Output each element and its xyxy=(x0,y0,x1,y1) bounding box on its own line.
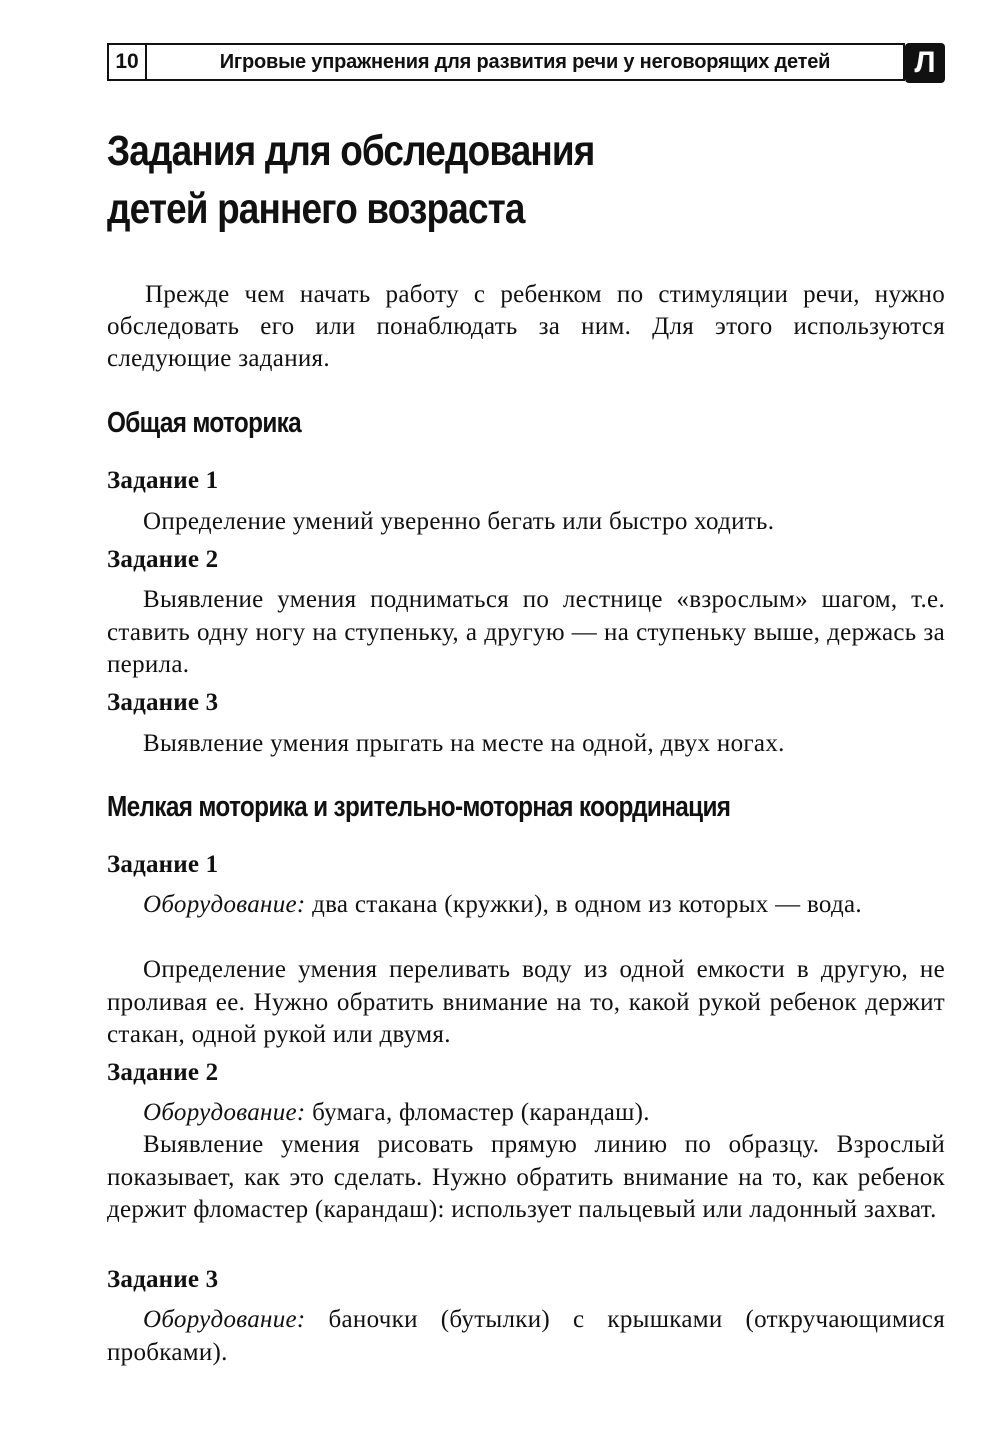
publisher-logo: Л xyxy=(905,43,945,83)
task-description: Определение умений уверенно бегать или быстро ходить. xyxy=(143,508,775,535)
task-equipment xyxy=(107,1304,945,1369)
task-label: Задание 3 xyxy=(107,1266,219,1293)
equipment-label: Оборудование: xyxy=(143,1099,306,1126)
page-header xyxy=(107,43,945,83)
page-title xyxy=(107,122,847,238)
page-title-line-2: детей раннего возраста xyxy=(107,185,525,233)
equipment-label: Оборудование: xyxy=(143,891,306,918)
task-label: Задание 2 xyxy=(107,546,219,573)
task-description: Определение умения переливать воду из одной емкости в другую, не проливая ее. Нужно обратить внимание на то, какой рукой ребенок держит стакан, одной рукой или двумя. xyxy=(107,956,945,1048)
task-equipment xyxy=(107,1097,945,1130)
equipment-text: два стакана (кружки), в одном из которых — вода. xyxy=(312,891,862,918)
task-label: Задание 2 xyxy=(107,1059,219,1086)
task-equipment xyxy=(107,889,945,922)
task-label: Задание 1 xyxy=(107,851,219,878)
task-label: Задание 1 xyxy=(107,467,219,494)
task-description: Выявление умения рисовать прямую линию по образцу. Взрослый показывает, как это сделать. Нужно обратить внимание на то, как ребенок держит фломастер (карандаш): использует пальцевый или ладонный захват. xyxy=(107,1131,945,1223)
section-heading-fine-motor: Мелкая моторика и зрительно-моторная координация xyxy=(107,791,731,823)
page-number: 10 xyxy=(107,43,147,81)
task-description: Выявление умения прыгать на месте на одной, двух ногах. xyxy=(143,730,785,757)
intro-paragraph: Прежде чем начать работу с ребенком по стимуляции речи, нужно обследовать его или понаблюдать за ним. Для этого используются следующие задания. xyxy=(107,281,945,372)
equipment-label: Оборудование: xyxy=(143,1306,306,1333)
equipment-text: бумага, фломастер (карандаш). xyxy=(312,1099,650,1126)
section-heading-gross-motor: Общая моторика xyxy=(107,407,302,439)
task-description: Выявление умения подниматься по лестнице «взрослым» шагом, т.е. ставить одну ногу на ступеньку, а другую — на ступеньку выше, держась за перила. xyxy=(107,586,945,678)
equipment-text: баночки (бутылки) с крышками (откручающимися пробками). xyxy=(107,1306,945,1366)
task-label: Задание 3 xyxy=(107,689,219,716)
page-title-line-1: Задания для обследования xyxy=(107,127,595,175)
running-title: Игровые упражнения для развития речи у неговорящих детей xyxy=(145,43,905,81)
